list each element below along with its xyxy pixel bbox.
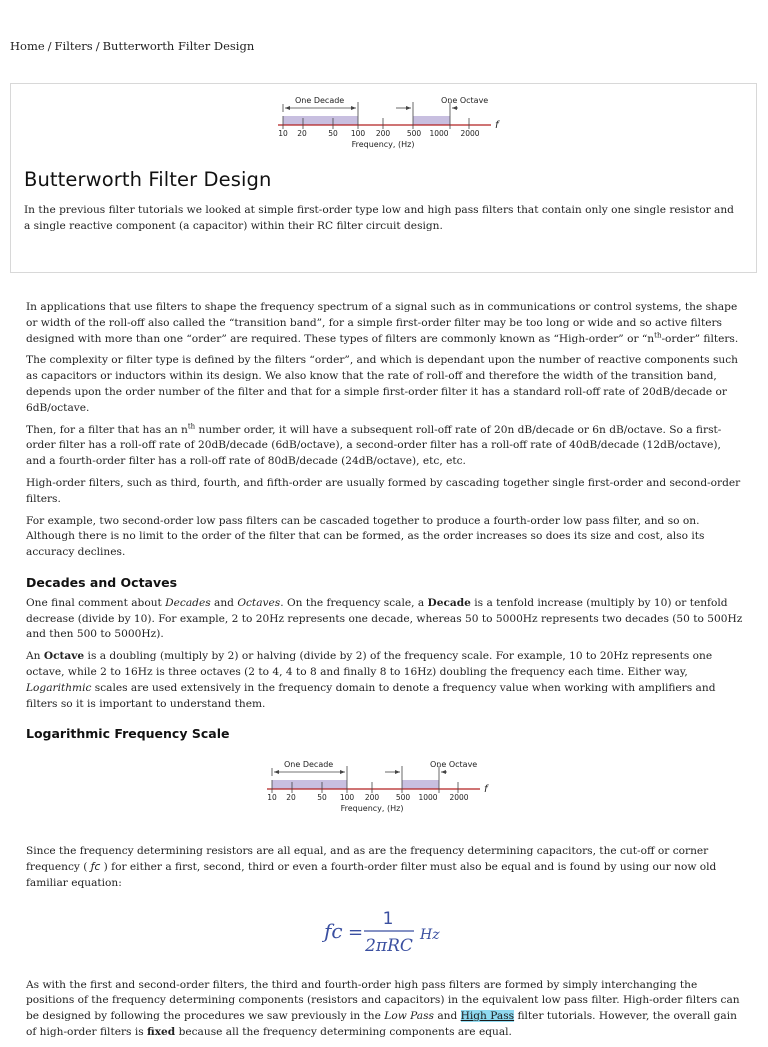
hero-card: [10, 83, 757, 273]
decade-label: One Decade: [284, 760, 334, 770]
tick-label: 1000: [429, 129, 449, 138]
octave-shade: [413, 116, 450, 125]
axis-label: Frequency, (Hz): [351, 140, 415, 149]
breadcrumb-home-link[interactable]: Home: [10, 39, 45, 53]
breadcrumb-current: Butterworth Filter Design: [102, 39, 255, 53]
tick-label: 100: [339, 793, 355, 803]
tick-label: 20: [286, 793, 296, 803]
frequency-scale-diagram: [262, 758, 502, 820]
hero-intro: In the previous filter tutorials we looked at simple first-order type low and high pass filters that contain only one single resistor and a single reactive component (a capacitor) within their RC filter circuit design.: [24, 204, 734, 232]
tick-label: 500: [395, 793, 411, 803]
equation-denominator: 2πRC: [365, 935, 413, 956]
equation-numerator: 1: [382, 908, 394, 929]
tick-label: 2000: [460, 129, 480, 138]
decade-shade: [283, 116, 358, 125]
tick-label: 200: [375, 129, 391, 138]
breadcrumb-separator: /: [95, 39, 100, 53]
decade-label: One Decade: [295, 96, 345, 105]
equation-lhs: ƒc: [324, 918, 343, 943]
frequency-scale-diagram: [273, 94, 513, 156]
equation-equals: =: [348, 921, 364, 943]
tick-label: 100: [350, 129, 366, 138]
frequency-scale-figure: [26, 758, 744, 838]
tick-label: 50: [328, 129, 338, 138]
tick-label: 20: [297, 129, 307, 138]
tick-label: 10: [267, 793, 277, 803]
fc-symbol: ƒc: [90, 860, 101, 873]
high-pass-link[interactable]: High Pass: [460, 1010, 515, 1023]
breadcrumb-filters-link[interactable]: Filters: [54, 39, 93, 53]
paragraph: One final comment about Decades and Octaves. On the frequency scale, a Decade is a tenfold increase (multiply by 10) or tenfold decrease (divide by 10). For example, 2 to 20Hz represents one decade, whereas 50 to 5000Hz represents two decades (50 to 500Hz and then 500 to 5000Hz).: [26, 596, 743, 641]
article-body: [26, 300, 744, 1047]
page-title: Butterworth Filter Design: [24, 168, 272, 191]
tick-label: 2000: [449, 793, 469, 803]
tick-label: 500: [406, 129, 422, 138]
decade-shade: [272, 780, 347, 789]
section-heading-decades: Decades and Octaves: [26, 574, 178, 590]
axis-symbol: f: [484, 784, 488, 796]
paragraph: For example, two second-order low pass filters can be cascaded together to produce a fourth-order low pass filter, and so on. Although there is no limit to the order of the filter that can be formed, as the order increases so does its size and cost, also its accuracy declines.: [26, 514, 705, 559]
octave-shade: [402, 780, 439, 789]
paragraph: The complexity or filter type is defined by the filters “order”, and which is dependant upon the number of reactive components such as capacitors or inductors within its design. We also know that the rate of roll-off and therefore the width of the transition band, depends upon the order number of the filter and that for a simple first-order filter it has a standard roll-off rate of 20dB/decade or 6dB/octave.: [26, 354, 738, 414]
tick-label: 10: [278, 129, 288, 138]
equation-unit: Hz: [420, 926, 440, 943]
octave-label: One Octave: [430, 760, 478, 770]
paragraph: Since the frequency determining resistors are all equal, and as are the frequency determining capacitors, the cut-off or corner frequency ( ƒc ) for either a first, second, third or even a fourth-order filter must also be equal and is found by using our now old familiar equation:: [26, 845, 717, 889]
paragraph: As with the first and second-order filters, the third and fourth-order high pass filters are formed by simply interchanging the positions of the frequency determining components (resistors and capacitors) in the equivalent low pass filter. High-order filters can be designed by following the procedures we saw previously in the Low Pass and High Pass filter tutorials. However, the overall gain of high-order filters is fixed because all the frequency determining components are equal.: [26, 978, 740, 1038]
tick-label: 50: [317, 793, 327, 803]
paragraph: In applications that use filters to shape the frequency spectrum of a signal such as in communications or control systems, the shape or width of the roll-off also called the “transition band”, for a simple first-order filter may be too long or wide and so active filters designed with more than one “order” are required. These types of filters are commonly known as “High-order” or “$n^{th}$-order” filters.: [26, 301, 739, 345]
section-heading-log-scale: Logarithmic Frequency Scale: [26, 726, 230, 742]
axis-label: Frequency, (Hz): [340, 804, 404, 814]
paragraph: An Octave is a doubling (multiply by 2) or halving (divide by 2) of the frequency scale. For example, 10 to 20Hz represents one octave, while 2 to 16Hz is three octaves (2 to 4, 4 to 8 and finally 8 to 16Hz) doubling the frequency each time. Either way, Logarithmic scales are used extensively in the frequency domain to denote a frequency value when working with amplifiers and filters so it is important to understand them.: [26, 650, 716, 710]
breadcrumb-separator: /: [47, 39, 52, 53]
octave-label: One Octave: [441, 96, 489, 105]
axis-symbol: f: [495, 120, 499, 131]
paragraph: High-order filters, such as third, fourth, and fifth-order are usually formed by cascading together single first-order and second-order filters.: [26, 476, 741, 505]
paragraph: Then, for a filter that has an $n^{th}$ number order, it will have a subsequent roll-off rate of 20n dB/decade or 6n dB/octave. So a first-order filter has a roll-off rate of 20dB/decade (6dB/octave), a second-order filter has a roll-off rate of 40dB/decade (12dB/octave), and a fourth-order filter has a roll-off rate of 80dB/decade (24dB/octave), etc, etc.: [26, 422, 722, 468]
cutoff-frequency-equation: [26, 898, 744, 972]
breadcrumb: [10, 39, 254, 53]
tick-label: 1000: [418, 793, 438, 803]
tick-label: 200: [364, 793, 380, 803]
